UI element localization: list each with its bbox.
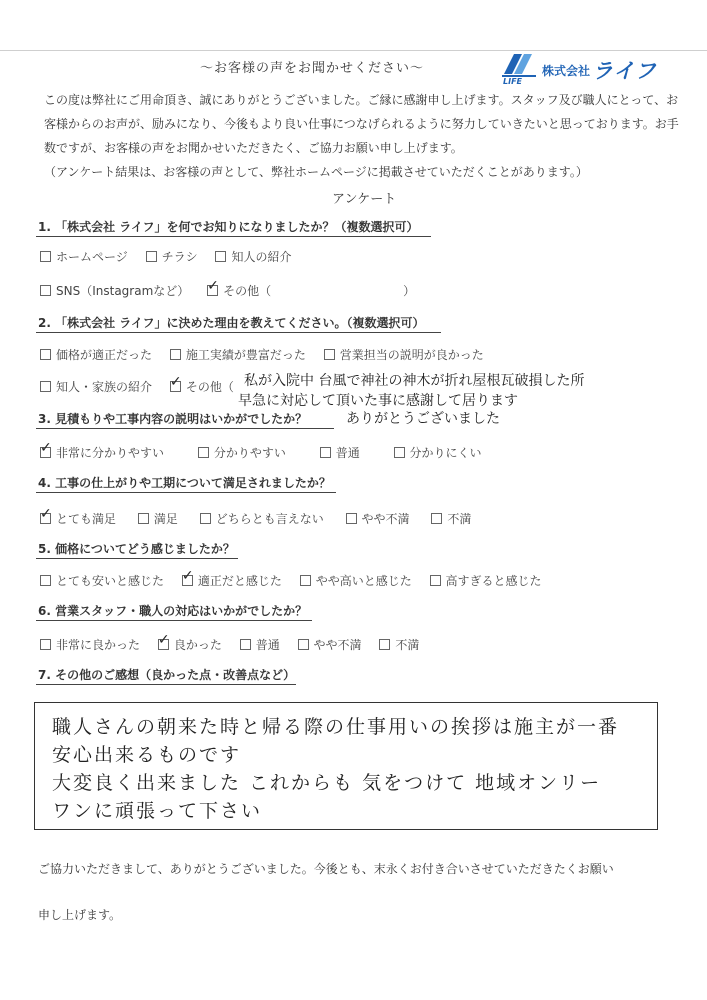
option-fair-price[interactable]: [40, 346, 152, 363]
intro-paragraph: この度は弊社にご用命頂き、誠にありがとうございました。ご縁に感謝申し上げます。スタッフ及び職人にとって、お客様からのお声が、励みになり、今後もより良い仕事につなげられるように努力していきたいと思っております。お手数ですが、お客様の声をお聞かせいただきたく、ご協力お願い申し上げます。: [44, 93, 679, 155]
checkbox[interactable]: [200, 513, 211, 524]
checkbox[interactable]: [379, 639, 390, 650]
option-homepage[interactable]: [40, 248, 128, 265]
checkbox-checked[interactable]: [207, 278, 219, 296]
question-5-label: 5. 価格についてどう感じましたか？: [38, 542, 235, 556]
handwritten-answer-line-1: 私が入院中 台風で神社の神木が折れ屋根瓦破損した所: [244, 373, 585, 389]
checkbox-checked[interactable]: [157, 632, 170, 650]
option-very-good[interactable]: [40, 636, 140, 653]
option-label: 分かりやすい: [213, 446, 286, 460]
option-label: 施工実績が豊富だった: [185, 348, 306, 362]
checkbox[interactable]: [40, 575, 51, 586]
question-1-options-row-2: [40, 278, 429, 299]
option-label: 満足: [153, 512, 178, 526]
option-fair[interactable]: [181, 568, 282, 589]
question-2-options-row-2: [40, 374, 248, 395]
option-label: 良かった: [173, 638, 222, 652]
checkbox-checked[interactable]: [40, 440, 52, 458]
option-neutral[interactable]: [200, 510, 324, 527]
option-label: チラシ: [161, 250, 198, 264]
checkbox[interactable]: [40, 639, 51, 650]
handwritten-comment-line-1: 職人さんの朝来た時と帰る際の仕事用いの挨拶は施主が一番: [52, 716, 620, 738]
company-logo: [500, 50, 670, 90]
question-3-options-row: [40, 440, 496, 461]
check-mark-icon: ✓: [40, 506, 52, 522]
question-1-options-row-1: [40, 248, 305, 265]
option-label: とても安いと感じた: [56, 574, 165, 588]
handwritten-comment-line-2: 安心出来るものです: [52, 744, 242, 766]
logo-brand-name: ライフ: [592, 59, 657, 83]
question-4-label: 4. 工事の仕上がりや工期について満足されましたか？: [38, 476, 331, 490]
option-somewhat-expensive[interactable]: [300, 572, 412, 589]
option-too-expensive[interactable]: [430, 572, 542, 589]
intro-note: （アンケート結果は、お客様の声として、弊社ホームページに掲載させていただくことがあります。）: [44, 165, 588, 179]
checkbox[interactable]: [300, 575, 311, 586]
checkbox[interactable]: [430, 575, 441, 586]
page-title: 〜お客様の声をお聞かせください〜: [200, 61, 425, 76]
handwritten-answer-line-3: ありがとうございました: [346, 411, 500, 427]
option-label: 分かりにくい: [409, 446, 482, 460]
handwritten-comment-line-4: ワンに頑張って下さい: [52, 800, 263, 822]
question-7-underline: [36, 684, 296, 685]
checkbox[interactable]: [198, 447, 209, 458]
option-very-clear[interactable]: [40, 440, 165, 461]
checkbox[interactable]: [146, 251, 157, 262]
option-label: やや不満: [313, 638, 362, 652]
option-label: 不満: [395, 638, 420, 652]
option-label: その他（: [185, 380, 234, 394]
option-label: その他（ ）: [223, 284, 416, 298]
checkbox[interactable]: [215, 251, 226, 262]
checkbox[interactable]: [40, 349, 51, 360]
checkbox-checked[interactable]: [40, 506, 52, 524]
checkbox[interactable]: [431, 513, 442, 524]
question-2-options-row-1: [40, 346, 498, 363]
option-somewhat-dissatisfied[interactable]: [298, 636, 362, 653]
checkbox[interactable]: [320, 447, 331, 458]
question-5-underline: [36, 558, 238, 559]
option-label: SNS（Instagramなど）: [56, 284, 190, 298]
check-mark-icon: ✓: [169, 374, 182, 390]
checkbox[interactable]: [298, 639, 309, 650]
question-6-options-row: [40, 632, 433, 653]
check-mark-icon: ✓: [157, 632, 170, 648]
option-label: 価格が適正だった: [56, 348, 153, 362]
life-logo-icon: [500, 50, 540, 80]
logo-company-prefix: 株式会社: [542, 64, 591, 78]
option-label: 知人・家族の紹介: [56, 380, 153, 394]
check-mark-icon: ✓: [40, 440, 52, 456]
option-label: 不満: [447, 512, 472, 526]
checkbox[interactable]: [240, 639, 251, 650]
option-label: 非常に分かりやすい: [56, 446, 165, 460]
option-label: 高すぎると感じた: [445, 574, 542, 588]
check-mark-icon: ✓: [181, 568, 194, 584]
option-flyer[interactable]: [146, 248, 198, 265]
question-7-label: 7. その他のご感想（良かった点・改善点など）: [38, 668, 296, 682]
handwritten-answer-line-2: 早急に対応して頂いた事に感謝して居ります: [238, 393, 518, 409]
footer-line-2: 申し上げます。: [38, 908, 122, 922]
option-sns[interactable]: [40, 282, 189, 299]
option-good[interactable]: [157, 632, 222, 653]
option-label: ホームページ: [56, 250, 128, 264]
option-label: やや不満: [361, 512, 410, 526]
checkbox[interactable]: [346, 513, 357, 524]
checkbox[interactable]: [40, 251, 51, 262]
question-6-label: 6. 営業スタッフ・職人の対応はいかがでしたか？: [38, 604, 308, 618]
option-acquaintance[interactable]: [215, 248, 291, 265]
option-label: 知人の紹介: [231, 250, 292, 264]
option-dissatisfied[interactable]: [431, 510, 471, 527]
option-label: どちらとも言えない: [215, 512, 324, 526]
option-satisfied[interactable]: [138, 510, 178, 527]
question-1-label: 1. 「株式会社 ライフ」を何でお知りになりましたか？（複数選択可）: [38, 220, 419, 234]
check-mark-icon: ✓: [207, 278, 219, 294]
option-very-cheap[interactable]: [40, 572, 164, 589]
option-label: とても満足: [56, 512, 117, 526]
option-very-satisfied[interactable]: [40, 506, 117, 527]
checkbox[interactable]: [40, 381, 51, 392]
checkbox-checked[interactable]: [169, 374, 182, 392]
question-4-underline: [36, 492, 336, 493]
checkbox-checked[interactable]: [181, 568, 194, 586]
option-normal[interactable]: [240, 636, 280, 653]
option-track-record[interactable]: [170, 346, 306, 363]
checkbox[interactable]: [324, 349, 335, 360]
option-other[interactable]: [169, 374, 234, 395]
option-somewhat-dissatisfied[interactable]: [346, 510, 410, 527]
handwritten-comment-line-3: 大変良く出来ました これからも 気をつけて 地域オンリー: [52, 772, 602, 794]
checkbox[interactable]: [394, 447, 405, 458]
option-label: 営業担当の説明が良かった: [339, 348, 484, 362]
option-label: 適正だと感じた: [197, 574, 282, 588]
survey-title: アンケート: [332, 192, 397, 207]
question-3-label: 3. 見積もりや工事内容の説明はいかがでしたか？: [38, 412, 308, 426]
option-label: やや高いと感じた: [315, 574, 412, 588]
intro-text: [44, 88, 684, 184]
footer-line-1: ご協力いただきまして、ありがとうございました。今後とも、末永くお付き合いさせていただきたくお願い: [38, 862, 614, 876]
question-3-underline: [36, 428, 334, 429]
checkbox[interactable]: [40, 285, 51, 296]
option-other[interactable]: [207, 278, 416, 299]
option-normal[interactable]: [320, 444, 360, 461]
question-4-options-row: [40, 506, 485, 527]
option-referral[interactable]: [40, 378, 152, 395]
option-label: 普通: [255, 638, 280, 652]
logo-life-text: LIFE: [503, 77, 523, 86]
option-label: 非常に良かった: [56, 638, 141, 652]
checkbox[interactable]: [138, 513, 149, 524]
option-dissatisfied[interactable]: [379, 636, 419, 653]
question-2-underline: [36, 332, 441, 333]
option-label: 普通: [335, 446, 360, 460]
option-sales-explanation[interactable]: [324, 346, 484, 363]
question-2-label: 2. 「株式会社 ライフ」に決めた理由を教えてください。（複数選択可）: [38, 316, 425, 330]
question-1-underline: [36, 236, 431, 237]
option-clear[interactable]: [198, 444, 286, 461]
option-unclear[interactable]: [394, 444, 482, 461]
question-5-options-row: [40, 568, 556, 589]
question-6-underline: [36, 620, 312, 621]
checkbox[interactable]: [170, 349, 181, 360]
